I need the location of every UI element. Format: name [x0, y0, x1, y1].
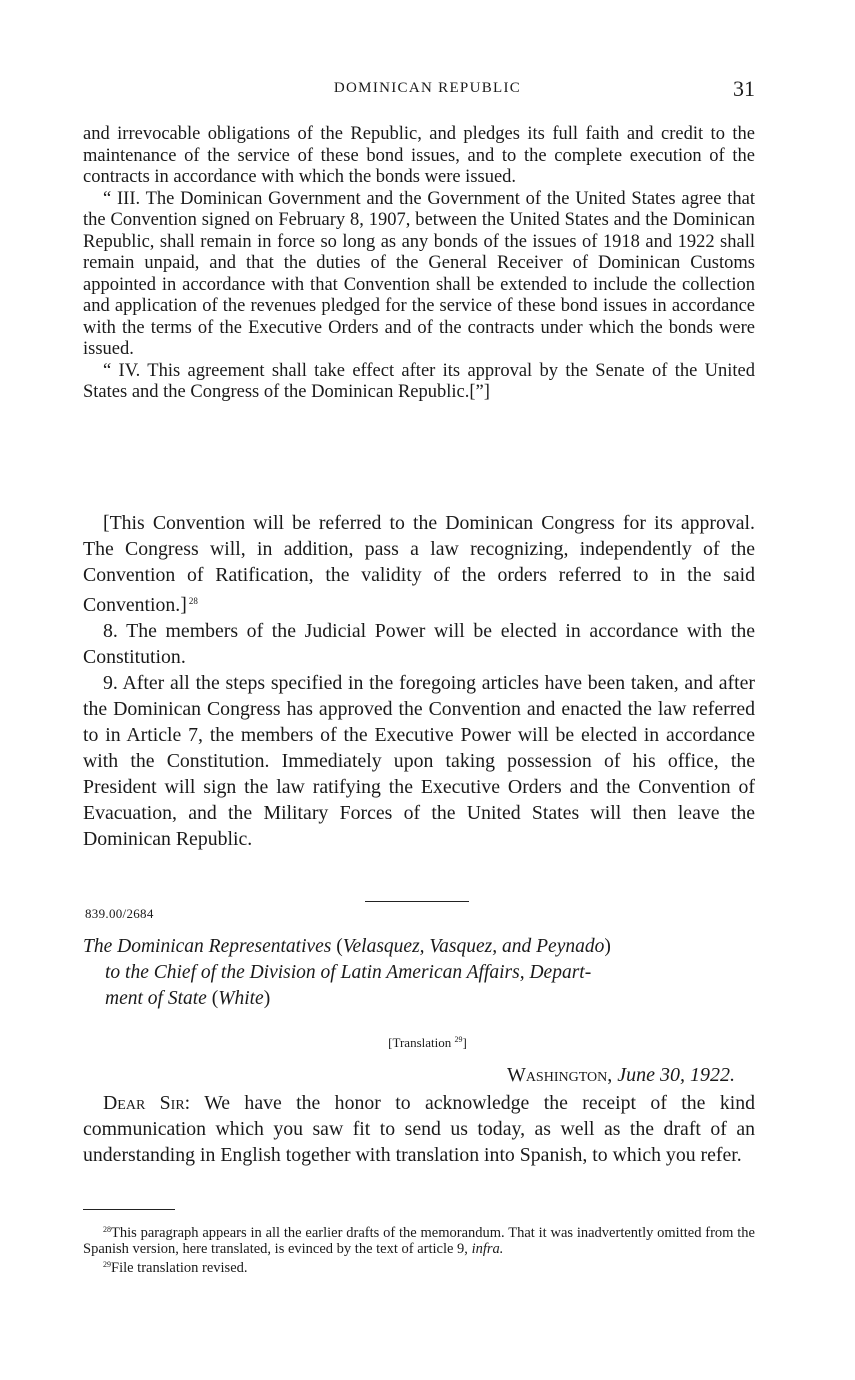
bracket-note-text: [This Convention will be referred to the Dominican Congress for its approval. The Congress will, in addition, pass a law recognizing, independently of the Convention of Ratification, the validity of the orders referred to in the said Convention.]: [83, 512, 755, 616]
heading-name-peynado: and Peynado: [502, 936, 605, 957]
footnote-29: [83, 1257, 755, 1276]
footnote-28: [83, 1222, 755, 1257]
footnote-28-text: This paragraph appears in all the earlier drafts of the memorandum. That it was inadvertently omitted from the Spanish version, here translated, is evinced by the text of article 9,: [83, 1225, 755, 1257]
heading-name-velasquez: Velasquez: [342, 936, 420, 957]
section-divider: [365, 901, 469, 902]
letter-paragraph: Dear Sir: We have the honor to acknowledge the receipt of the kind communication which you saw fit to send us today, as well as the draft of an understanding in English together with translation into Spanish, to which you refer.: [83, 1092, 755, 1166]
document-heading: [83, 934, 755, 1012]
letter-text: We have the honor to acknowledge the receipt of the kind communication which you saw fit to send us today, as well as the draft of an understanding in English together with translation into Spanish, to which you refer.: [83, 1092, 755, 1166]
file-number: 839.00/2684: [85, 906, 154, 921]
heading-line-2: to the Chief of the Division of Latin American Affairs, Depart-: [105, 962, 592, 983]
footnote-29-marker: 29: [103, 1260, 111, 1269]
heading-senders: The Dominican Representatives: [83, 936, 332, 957]
heading-recipient: White: [218, 988, 264, 1009]
article-9-paragraph: 9. After all the steps specified in the foregoing articles have been taken, and after the Dominican Congress has approved the Convention and enacted the law referred to in Article 7, the members of the Executive Power will be elected in accordance with the Constitution. Immediately upon taking possession of his office, the President will sign the law ratifying the Executive Orders and the Convention of Evacuation, and the Military Forces of the United States will then leave the Dominican Republic.: [83, 672, 755, 850]
translation-note: [Translation $^{29}$]: [388, 1035, 467, 1050]
heading-department: ment of State: [105, 988, 207, 1009]
footnote-ref-29: 29: [454, 1035, 463, 1044]
footnote-28-infra: infra.: [471, 1241, 504, 1257]
bracket-note-paragraph: [83, 510, 755, 618]
salutation: Dear Sir: [103, 1092, 185, 1114]
footnote-ref-28: 28: [188, 596, 198, 606]
quoted-paragraph-article-iv: “ IV. This agreement shall take effect after its approval by the Senate of the United States and the Congress of the Dominican Republic.[”]: [83, 360, 755, 402]
heading-line-1: The Dominican Representatives (Velasquez, Vasquez, and Peynado): [83, 936, 611, 957]
quoted-agreement-text: [83, 124, 755, 404]
footnote-29-text: File translation revised.: [111, 1260, 248, 1276]
heading-line-3: ment of State (White): [105, 988, 271, 1009]
translation-label: [Translation: [388, 1035, 452, 1050]
footnote-28-marker: 28: [103, 1225, 111, 1234]
running-title: DOMINICAN REPUBLIC: [333, 80, 522, 96]
letter-body: [83, 1090, 755, 1168]
running-head: [0, 78, 855, 102]
heading-name-vasquez: Vasquez: [429, 936, 493, 957]
footnote-rule: [83, 1209, 175, 1210]
footnotes: [83, 1222, 755, 1276]
dateline-place: Washington: [506, 1064, 608, 1086]
quoted-paragraph: and irrevocable obligations of the Republic, and pledges its full faith and credit to the maintenance of the service of these bond issues, and to the complete execution of the contracts in accordance with which the bonds were issued.: [83, 124, 755, 187]
dateline-date: June 30, 1922.: [617, 1064, 735, 1086]
page-number: 31: [733, 76, 755, 101]
dateline: Washington, June 30, 1922.: [506, 1064, 735, 1086]
body-text: [83, 510, 755, 852]
article-8-paragraph: 8. The members of the Judicial Power will be elected in accordance with the Constitution.: [83, 620, 755, 668]
quoted-paragraph-article-iii: “ III. The Dominican Government and the Government of the United States agree that the Convention signed on February 8, 1907, between the United States and the Dominican Republic, shall remain in force so long as any bonds of the issues of 1918 and 1922 shall remain unpaid, and that the duties of the General Receiver of Dominican Customs appointed in accordance with that Convention shall be extended to include the collection and application of the revenues pledged for the service of these bond issues in accordance with the terms of the Executive Orders and of the contracts under which the bonds were issued.: [83, 188, 755, 359]
